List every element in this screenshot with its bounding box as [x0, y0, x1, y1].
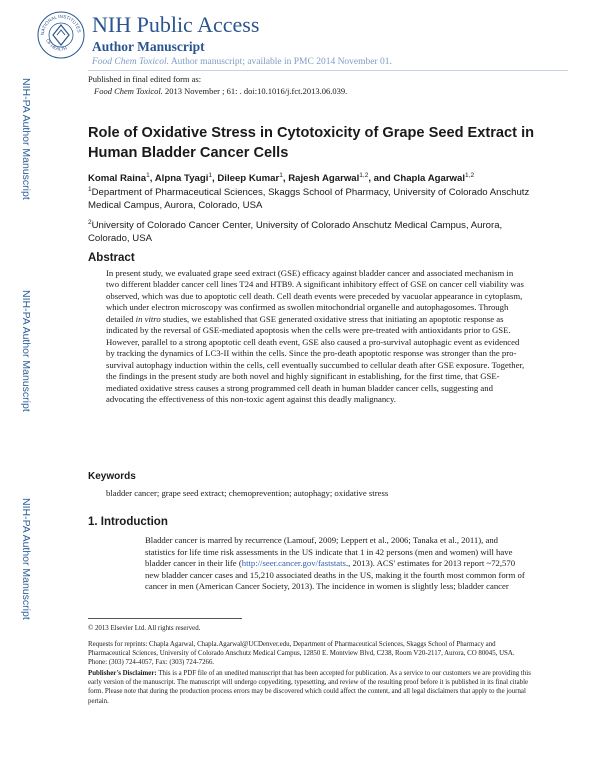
- author-affiliation-sup: 1: [146, 172, 150, 179]
- abstract-heading: Abstract: [88, 252, 135, 264]
- author-affiliation-sup: 1: [279, 172, 283, 179]
- author-name: Komal Raina: [88, 173, 147, 185]
- abstract-italic: in vitro: [135, 313, 161, 324]
- affiliation-sup: 1: [88, 186, 92, 193]
- availability-line: [92, 57, 392, 67]
- publication-line1: Published in final edited form as:: [88, 74, 202, 84]
- affiliation-2: [88, 217, 538, 245]
- header-divider: [88, 70, 568, 71]
- abstract-body: [106, 268, 526, 405]
- reprint-requests-note: Requests for reprints: Chapla Agarwal, Chapla.Agarwal@UCDenver.edu, Department of Pharmaceutical Sciences, Skaggs School of Pharmacy and Pharmaceutical Sciences, University of Colorado Anschutz Medical Campus, 12850 E. Montview Blvd, C238, Room V20-2117, Aurora, CO 80045, USA. Phone: (303) 724-4057, Fax: (303) 724-7266.: [88, 641, 515, 667]
- introduction-heading: 1. Introduction: [88, 516, 168, 528]
- author-manuscript-subtitle: Author Manuscript: [92, 39, 205, 54]
- introduction-body: [145, 535, 530, 593]
- nih-logo-icon: [36, 10, 86, 60]
- author-separator: ,: [282, 173, 289, 185]
- abstract-text-part2: studies, we established that GSE generated oxidative stress that initiating an apoptotic response as indicated by the reversal of GSE-mediated apoptosis when the cells were pre-treated with antioxidants prior to GSE. However, parallel to a strong apoptotic cell death event, GSE also caused a pro-survival autophagic event as evidenced by tracking the dynamics of LC3-II within the cells. Since the pro-death apoptotic response was stronger than the pro-survival autophagy induction within the cells, cell eventually succumbed to cellular death after GSE exposure. Together, the findings in the present study are both novel and highly significant in establishing, for the first time, that GSE-mediated oxidative stress causes a strong programmed cell death in human bladder cancer cells, suggesting and advocating the effectiveness of this non-toxic agent against this deadly malignancy.: [106, 313, 525, 404]
- author-name: Rajesh Agarwal: [288, 173, 360, 185]
- publication-journal: Food Chem Toxicol.: [94, 85, 163, 96]
- nih-public-access-title: NIH Public Access: [92, 12, 260, 37]
- footnote-divider: [88, 618, 242, 619]
- introduction-text-part1: Bladder cancer is marred by recurrence (Lamouf, 2009; Leppert et al., 2006; Tanaka et al., 2011), and statistics for life time risk assessments in the US indicate that 1 in 42 persons (men and women) will have bladder cancer in their life (: [145, 535, 513, 568]
- affiliation-text: Department of Pharmaceutical Sciences, Skaggs School of Pharmacy, University of Colorado Anschutz Medical Campus, Aurora, Colorado, USA: [88, 187, 530, 211]
- affiliation-text: University of Colorado Cancer Center, University of Colorado Anschutz Medical Campus, Aurora, Colorado, USA: [88, 220, 503, 244]
- journal-name: Food Chem Toxicol.: [92, 57, 169, 67]
- publisher-disclaimer: [88, 669, 533, 706]
- publication-citation: [88, 86, 347, 98]
- affiliation-1: [88, 184, 538, 212]
- disclaimer-label: Publisher's Disclaimer:: [88, 670, 157, 677]
- abstract-text-part1: In present study, we evaluated grape seed extract (GSE) efficacy against bladder cancer and associated mechanism in two different bladder cancer cell lines T24 and HTB9. A significant inhibitory effect of GSE on cancer cell viability was observed, which was due to apoptotic cell death. Cell death events were preceded by vacuolar appearance in cytoplasm, which under electron microscopy was confirmed as swollen mitochondrial organelle and autophagosomes. Through detailed: [106, 268, 524, 324]
- author-name: Dileep Kumar: [217, 173, 280, 185]
- publication-details: 2013 November ; 61: . doi:10.1016/j.fct.2013.06.039.: [162, 85, 348, 96]
- article-title: Role of Oxidative Stress in Cytotoxicity of Grape Seed Extract in Human Bladder Cancer Cells: [88, 125, 535, 161]
- author-separator: , and: [368, 173, 394, 185]
- introduction-text-part2: ., 2013). ACS' estimates for 2013 report ~72,570 new bladder cancer cases and 15,210 associated deaths in the US, making it the fourth most common form of cancer in men (American Cancer Society, 2013). The incidence in women is slightly less; bladder cancer: [145, 558, 525, 591]
- sidebar-label-1: NIH-PA Author Manuscript: [20, 78, 32, 200]
- availability-text: Author manuscript; available in PMC 2014 November 01.: [168, 57, 392, 67]
- author-list: [88, 172, 474, 184]
- author-affiliation-sup: 1,2: [359, 172, 369, 179]
- affiliation-sup: 2: [88, 219, 92, 226]
- svg-text:OF HEALTH: OF HEALTH: [45, 38, 68, 52]
- author-affiliation-sup: 1,2: [465, 172, 475, 179]
- disclaimer-text: This is a PDF file of an unedited manuscript that has been accepted for publication. As a service to our customers we are providing this early version of the manuscript. The manuscript will undergo copyediting, typesetting, and review of the resulting proof before it is published in its final citable form. Please note that during the production process errors may be discovered which could affect the content, and all legal disclaimers that apply to the journal pertain.: [88, 670, 531, 705]
- author-separator: ,: [212, 173, 218, 185]
- seer-link[interactable]: http://seer.cancer.gov/faststats: [241, 558, 346, 568]
- author-separator: ,: [149, 173, 155, 185]
- svg-text:NATIONAL INSTITUTES: NATIONAL INSTITUTES: [39, 13, 82, 36]
- author-name: Chapla Agarwal: [393, 173, 466, 185]
- author-name: Alpna Tyagi: [154, 173, 209, 185]
- keywords-text: bladder cancer; grape seed extract; chemoprevention; autophagy; oxidative stress: [106, 488, 389, 498]
- author-affiliation-sup: 1: [208, 172, 213, 179]
- sidebar-label-3: NIH-PA Author Manuscript: [20, 498, 32, 620]
- sidebar-label-2: NIH-PA Author Manuscript: [20, 290, 32, 412]
- copyright-note: © 2013 Elsevier Ltd. All rights reserved.: [88, 625, 201, 632]
- publication-info: [88, 74, 347, 97]
- keywords-heading: Keywords: [88, 471, 136, 482]
